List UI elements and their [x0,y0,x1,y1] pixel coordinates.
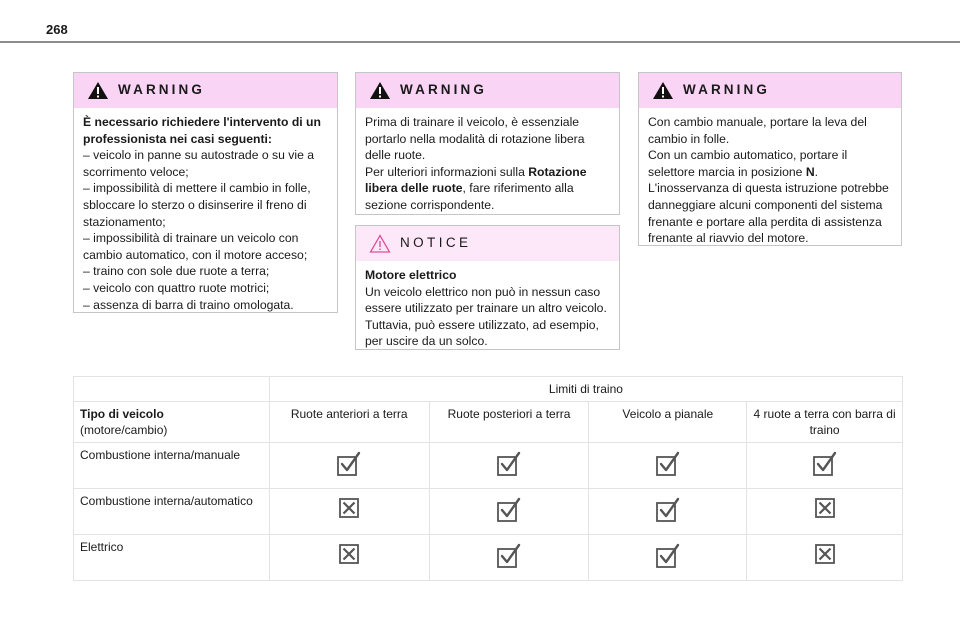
warning-triangle-icon [369,81,391,100]
vehicle-type-cell: Combustione interna/manuale [74,443,270,489]
status-cell [747,489,903,535]
list-item: – traino con sole due ruote a terra; [83,264,270,279]
column-header: Veicolo a pianale [589,402,747,443]
checkbox-tick-icon [655,512,681,526]
status-cell [589,535,747,581]
checkbox-cross-icon [338,508,360,522]
warning-text: Prima di trainare il veicolo, è essenziale portarlo nella modalità di rotazione libera delle ruote. [365,115,585,163]
checkbox-cross-icon [814,508,836,522]
vehicle-type-cell: Elettrico [74,535,270,581]
towing-limits-header: Limiti di traino [269,377,902,402]
checkbox-tick-icon [655,466,681,480]
warning-text: L'inosservanza di questa istruzione potrebbe danneggiare alcuni componenti del sistema frenante e portare alla perdita di assistenza frenante al riavvio del motore. [648,181,889,246]
vehicle-type-header [74,402,270,443]
warning-text: Con un cambio automatico, portare il selettore marcia in posizione N. [648,148,848,179]
list-item: – impossibilità di mettere il cambio in folle, sbloccare lo sterzo o disinserire il freno di stazionamento; [83,181,311,229]
checkbox-cross-icon [814,554,836,568]
checkbox-tick-icon [496,512,522,526]
warning-box-right [638,72,902,246]
list-item: – assenza di barra di traino omologata. [83,297,294,312]
warning-body [639,108,901,255]
warning-triangle-icon [87,81,109,100]
warning-title: WARNING [400,82,487,98]
status-cell [269,535,429,581]
column-header: Ruote anteriori a terra [269,402,429,443]
checkbox-tick-icon [496,558,522,572]
vehicle-type-sublabel: (motore/cambio) [80,423,168,437]
list-item: – veicolo con quattro ruote motrici; [83,280,270,295]
column-header: Ruote posteriori a terra [429,402,589,443]
table-column-header-row [74,402,903,443]
warning-box-middle [355,72,620,215]
status-cell [429,443,589,489]
warning-heading: È necessario richiedere l'intervento di un professionista nei casi seguenti: [83,115,321,146]
gear-position: N [805,164,815,179]
table-row [74,489,903,535]
status-cell [589,489,747,535]
warning-box-left [73,72,338,313]
warning-header [356,73,619,108]
page-number: 268 [46,22,68,37]
warning-header [639,73,901,108]
table-row [74,535,903,581]
warning-body [356,108,619,222]
column-header: 4 ruote a terra con barra di traino [747,402,903,443]
towing-limits-table [73,376,903,581]
notice-text: Un veicolo elettrico non può in nessun caso essere utilizzato per trainare un altro veicolo. Tuttavia, può essere utilizzato, ad esempio, per uscire da un solco. [365,284,607,349]
status-cell [429,489,589,535]
status-cell [269,489,429,535]
notice-heading: Motore elettrico [365,268,457,282]
status-cell [269,443,429,489]
list-item: – impossibilità di trainare un veicolo con cambio automatico, con il motore acceso; [83,231,308,262]
status-cell [747,443,903,489]
status-cell [747,535,903,581]
empty-cell [74,377,270,402]
checkbox-tick-icon [336,466,362,480]
status-cell [429,535,589,581]
list-item: – veicolo in panne su autostrade o su vie a scorrimento veloce; [83,148,315,179]
warning-header [74,73,337,108]
checkbox-cross-icon [338,554,360,568]
warning-title: WARNING [118,82,205,98]
table-row [74,443,903,489]
notice-box [355,225,620,350]
warning-text: Con cambio manuale, portare la leva del cambio in folle. [648,115,867,146]
vehicle-type-label: Tipo di veicolo [80,407,164,421]
notice-body [356,261,619,358]
section-reference: Rotazione libera delle ruote [365,164,587,196]
checkbox-tick-icon [812,466,838,480]
warning-body [74,108,337,321]
notice-header [356,226,619,261]
warning-text: Per ulteriori informazioni sulla Rotazione libera delle ruote, fare riferimento alla sezione corrispondente. [365,164,587,212]
vehicle-type-cell: Combustione interna/automatico [74,489,270,535]
notice-title: NOTICE [400,235,472,251]
header-rule [0,41,960,43]
checkbox-tick-icon [496,466,522,480]
table-group-header-row [74,377,903,402]
status-cell [589,443,747,489]
notice-triangle-icon [369,234,391,253]
warning-title: WARNING [683,82,770,98]
checkbox-tick-icon [655,558,681,572]
warning-triangle-icon [652,81,674,100]
